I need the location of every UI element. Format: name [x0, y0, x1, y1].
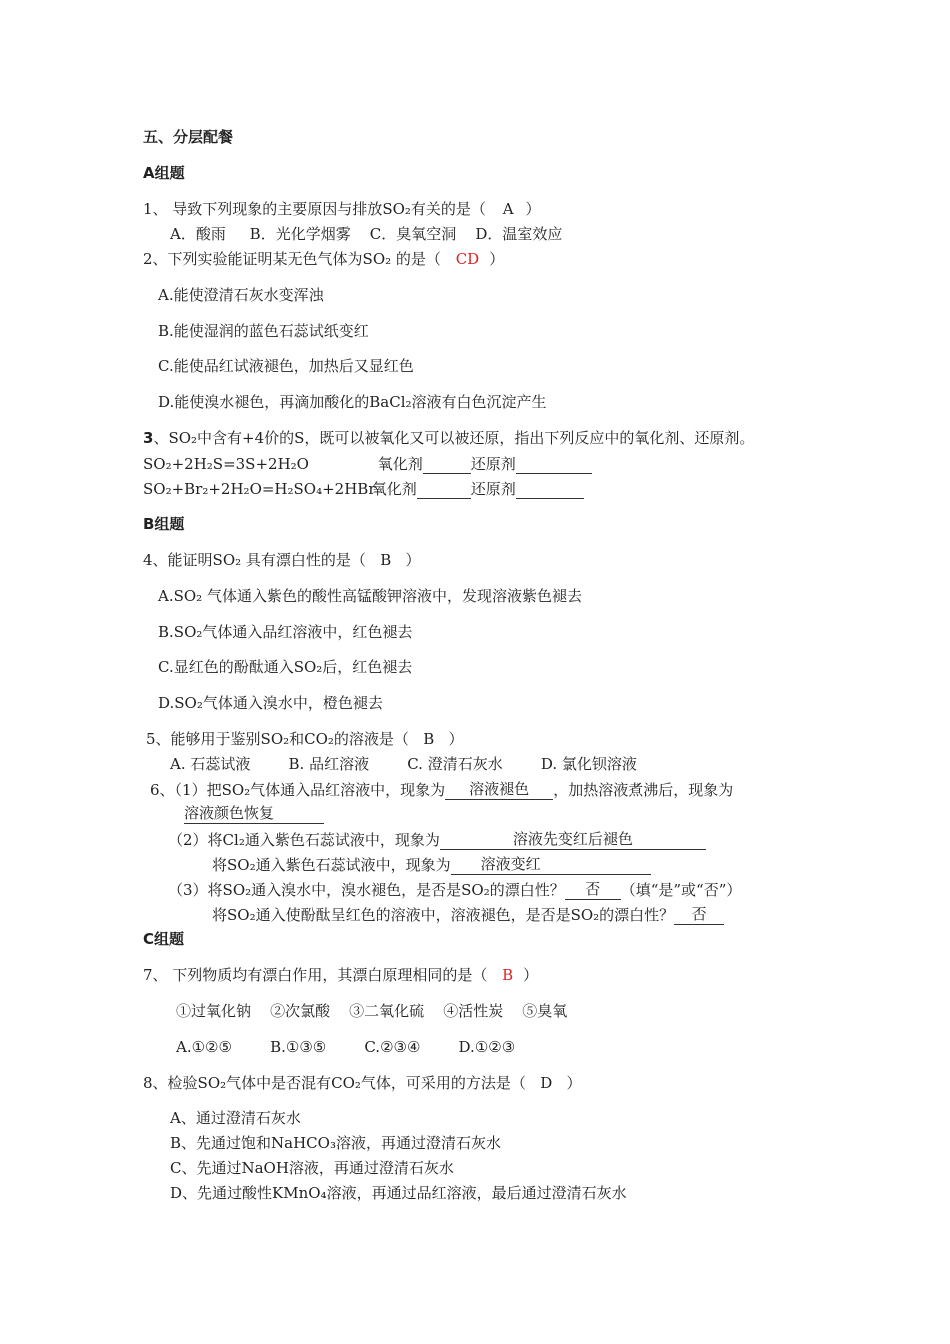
question-5: 5、能够用于鉴别SO₂和CO₂的溶液是（ B ） [146, 730, 464, 748]
question-3-equation-1 [143, 454, 592, 474]
question-4-option-d: D.SO₂气体通入溴水中，橙色褪去 [158, 694, 383, 712]
question-3-equation-2 [143, 479, 584, 499]
question-1-answer: A [502, 200, 514, 218]
oxidant-label-1: 氧化剂 [377, 455, 423, 473]
question-1-options: A．酸雨 B．光化学烟雾 C．臭氧空洞 D．温室效应 [170, 225, 563, 243]
equation-2: SO₂+Br₂+2H₂O=H₂SO₄+2HBr [143, 480, 376, 498]
group-a-heading: A组题 [143, 164, 185, 182]
question-7: 7、 下列物质均有漂白作用，其漂白原理相同的是（ B ） [143, 966, 539, 984]
question-1: 1、 导致下列现象的主要原因与排放SO₂有关的是（ A ） [143, 200, 541, 218]
question-4-option-b: B.SO₂气体通入品红溶液中，红色褪去 [158, 623, 413, 641]
question-8-option-d: D、先通过酸性KMnO₄溶液，再通过品红溶液，最后通过澄清石灰水 [170, 1184, 627, 1202]
question-3-text: 、SO₂中含有+4价的S，既可以被氧化又可以被还原，指出下列反应中的氧化剂、还原剂。 [153, 429, 755, 447]
reductant-blank-1 [516, 456, 592, 474]
oxidant-blank-1 [423, 456, 471, 474]
question-2-option-a: A.能使澄清石灰水变浑浊 [158, 286, 324, 304]
reductant-blank-2 [516, 481, 584, 499]
question-2-option-d: D.能使溴水褪色，再滴加酸化的BaCl₂溶液有白色沉淀产生 [158, 393, 547, 411]
question-2: 2、下列实验能证明某无色气体为SO₂ 的是（ CD ） [143, 250, 505, 268]
answer-blank-6: 否 [674, 904, 724, 925]
question-7-options: A.①②⑤ B.①③⑤ C.②③④ D.①②③ [176, 1038, 516, 1056]
question-4: 4、能证明SO₂ 具有漂白性的是（ B ） [143, 551, 421, 569]
question-4-option-c: C.显红色的酚酞通入SO₂后，红色褪去 [158, 658, 413, 676]
question-2-answer: CD [455, 250, 480, 268]
question-8-option-b: B、先通过饱和NaHCO₃溶液，再通过澄清石灰水 [170, 1134, 501, 1152]
oxidant-label-2: 氧化剂 [371, 480, 417, 498]
reductant-label-2: 还原剂 [470, 480, 516, 498]
question-1-text: 1、 导致下列现象的主要原因与排放SO₂有关的是（ [143, 200, 486, 218]
question-7-text: 7、 下列物质均有漂白作用，其漂白原理相同的是（ [143, 966, 488, 984]
question-7-answer: B [502, 966, 514, 984]
question-6-part-1: 6、（1）把SO₂气体通入品红溶液中，现象为 溶液褪色 ，加热溶液煮沸后，现象为 [150, 780, 734, 799]
answer-blank-5: 否 [565, 879, 621, 900]
oxidant-blank-2 [417, 481, 471, 499]
question-2-option-b: B.能使湿润的蓝色石蕊试纸变红 [158, 322, 369, 340]
answer-blank-4: 溶液变红 [451, 854, 651, 875]
question-2-option-c: C.能使品红试液褪色，加热后又显红色 [158, 357, 414, 375]
question-6-part-1-cont [184, 803, 324, 824]
equation-1: SO₂+2H₂S=3S+2H₂O [143, 455, 309, 473]
answer-blank-2: 溶液颜色恢复 [184, 803, 324, 824]
question-3 [143, 428, 754, 448]
question-4-option-a: A.SO₂ 气体通入紫色的酸性高锰酸钾溶液中，发现溶液紫色褪去 [158, 587, 582, 605]
question-7-items: ①过氧化钠 ②次氯酸 ③二氧化硫 ④活性炭 ⑤臭氧 [176, 1002, 568, 1020]
reductant-label-1: 还原剂 [470, 455, 516, 473]
question-6-part-2b: 将SO₂通入紫色石蕊试液中，现象为 溶液变红 [212, 854, 651, 875]
question-8: 8、检验SO₂气体中是否混有CO₂气体，可采用的方法是（ D ） [143, 1074, 582, 1092]
group-b-heading: B组题 [143, 515, 185, 533]
question-6-part-2: （2）将Cl₂通入紫色石蕊试液中，现象为 溶液先变红后褪色 [168, 829, 706, 850]
question-6-part-3b: 将SO₂通入使酚酞呈红色的溶液中，溶液褪色，是否是SO₂的漂白性？ 否 [212, 904, 724, 925]
question-8-option-a: A、通过澄清石灰水 [170, 1109, 301, 1127]
question-2-text: 2、下列实验能证明某无色气体为SO₂ 的是（ [143, 250, 441, 268]
question-6-part-3: （3）将SO₂通入溴水中，溴水褪色，是否是SO₂的漂白性？ 否 （填“是”或“否”） [168, 880, 742, 899]
question-8-option-c: C、先通过NaOH溶液，再通过澄清石灰水 [170, 1159, 454, 1177]
section-title: 五、分层配餐 [143, 128, 234, 146]
question-5-options: A. 石蕊试液 B. 品红溶液 C. 澄清石灰水 D. 氯化钡溶液 [170, 755, 637, 773]
answer-blank-1: 溶液褪色 [445, 779, 553, 800]
group-c-heading: C组题 [143, 930, 185, 948]
question-3-number: 3 [143, 429, 154, 447]
answer-blank-3: 溶液先变红后褪色 [440, 829, 706, 850]
